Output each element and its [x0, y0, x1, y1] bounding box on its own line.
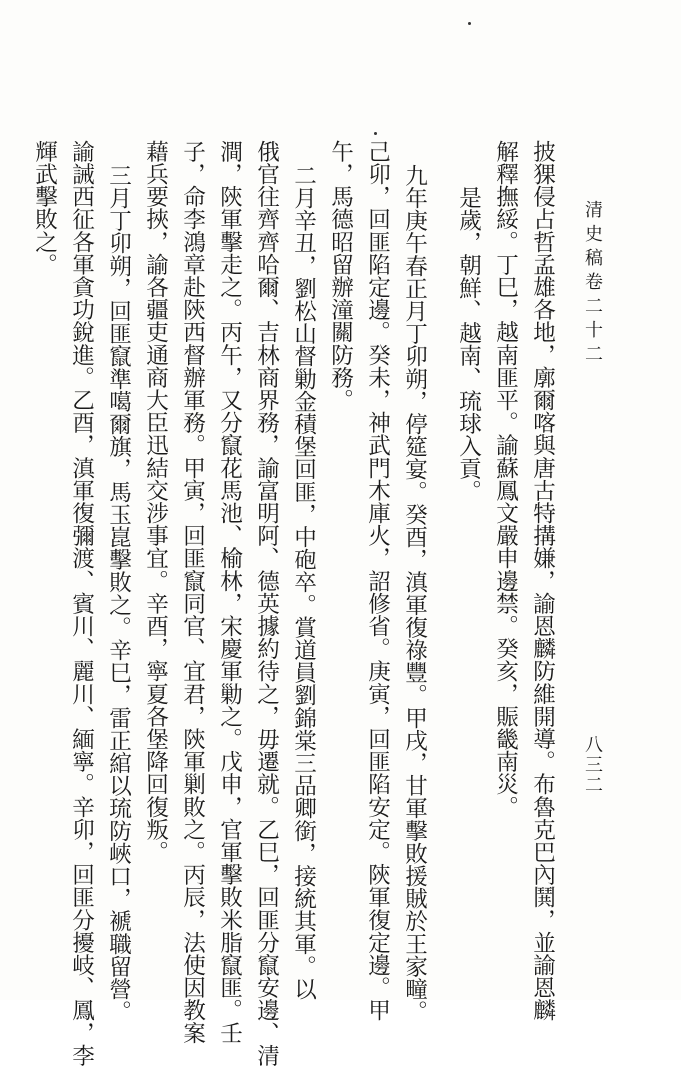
specks — [468, 22, 471, 25]
text-column-12: 三月丁卯朔，回匪竄準噶爾旗，馬玉崑擊敗之。辛巳，雷正綰以琉防峽口，褫職留營。 — [105, 164, 132, 1023]
text-column-8: 俄官往齊齊哈爾、吉林商界務，諭富明阿、德英據約待之，毋遷就。乙巳，回匪分竄安邊、清 — [253, 140, 280, 1067]
specks — [374, 132, 377, 135]
text-column-9: 澗，陝軍擊走之。丙午，又分竄花馬池、榆林，宋慶軍勦之。戊申，官軍擊敗米脂竄匪。壬 — [216, 140, 243, 1044]
page-number: 八三二 — [582, 735, 603, 795]
text-column-14: 輝武擊敗之。 — [31, 140, 58, 276]
text-column-11: 藉兵要挾，諭各疆吏通商大臣迅結交涉事宜。辛酉，寧夏各堡降回復叛。 — [142, 140, 169, 864]
text-column-3: 是歲，朝鮮、越南、琉球入貢。 — [455, 186, 482, 503]
text-column-10: 子，命李鴻章赴陝西督辦軍務。甲寅，回匪竄同官、宜君，陝軍剿敗之。丙辰，法使因教案 — [179, 140, 206, 1044]
text-column-4: 九年庚午春正月丁卯朔，停筵宴。癸酉，滇軍復祿豐。甲戌，甘軍擊敗援賊於王家疃。 — [401, 164, 428, 1023]
text-column-6: 午，馬德昭留辦潼關防務。 — [327, 140, 354, 412]
running-header: 清史稿卷二十二 — [582, 200, 603, 368]
text-column-13: 諭誡西征各軍貪功銳進。乙酉，滇軍復彌渡、賓川、麗川、緬寧。辛卯，回匪分擾岐、鳳，李 — [68, 140, 95, 1067]
text-column-2: 解釋撫綏。丁巳，越南匪平。諭蘇鳳文嚴申邊禁。癸亥，賑畿南災。 — [492, 140, 519, 818]
text-column-5: 己卯，回匪陷定邊。癸未，神武門木庫火，詔修省。庚寅，回匪陷安定。陝軍復定邊。甲 — [364, 140, 391, 1022]
text-column-1: 披猓侵占哲孟雄各地，廓爾喀與唐古特搆嫌，諭恩麟防維開導。布魯克巴內鬨，並諭恩麟 — [529, 140, 556, 1022]
text-column-7: 二月辛丑，劉松山督勦金積堡回匪，中砲卒。賞道員劉錦棠三品卿銜，接統其軍。以 — [290, 164, 317, 1001]
